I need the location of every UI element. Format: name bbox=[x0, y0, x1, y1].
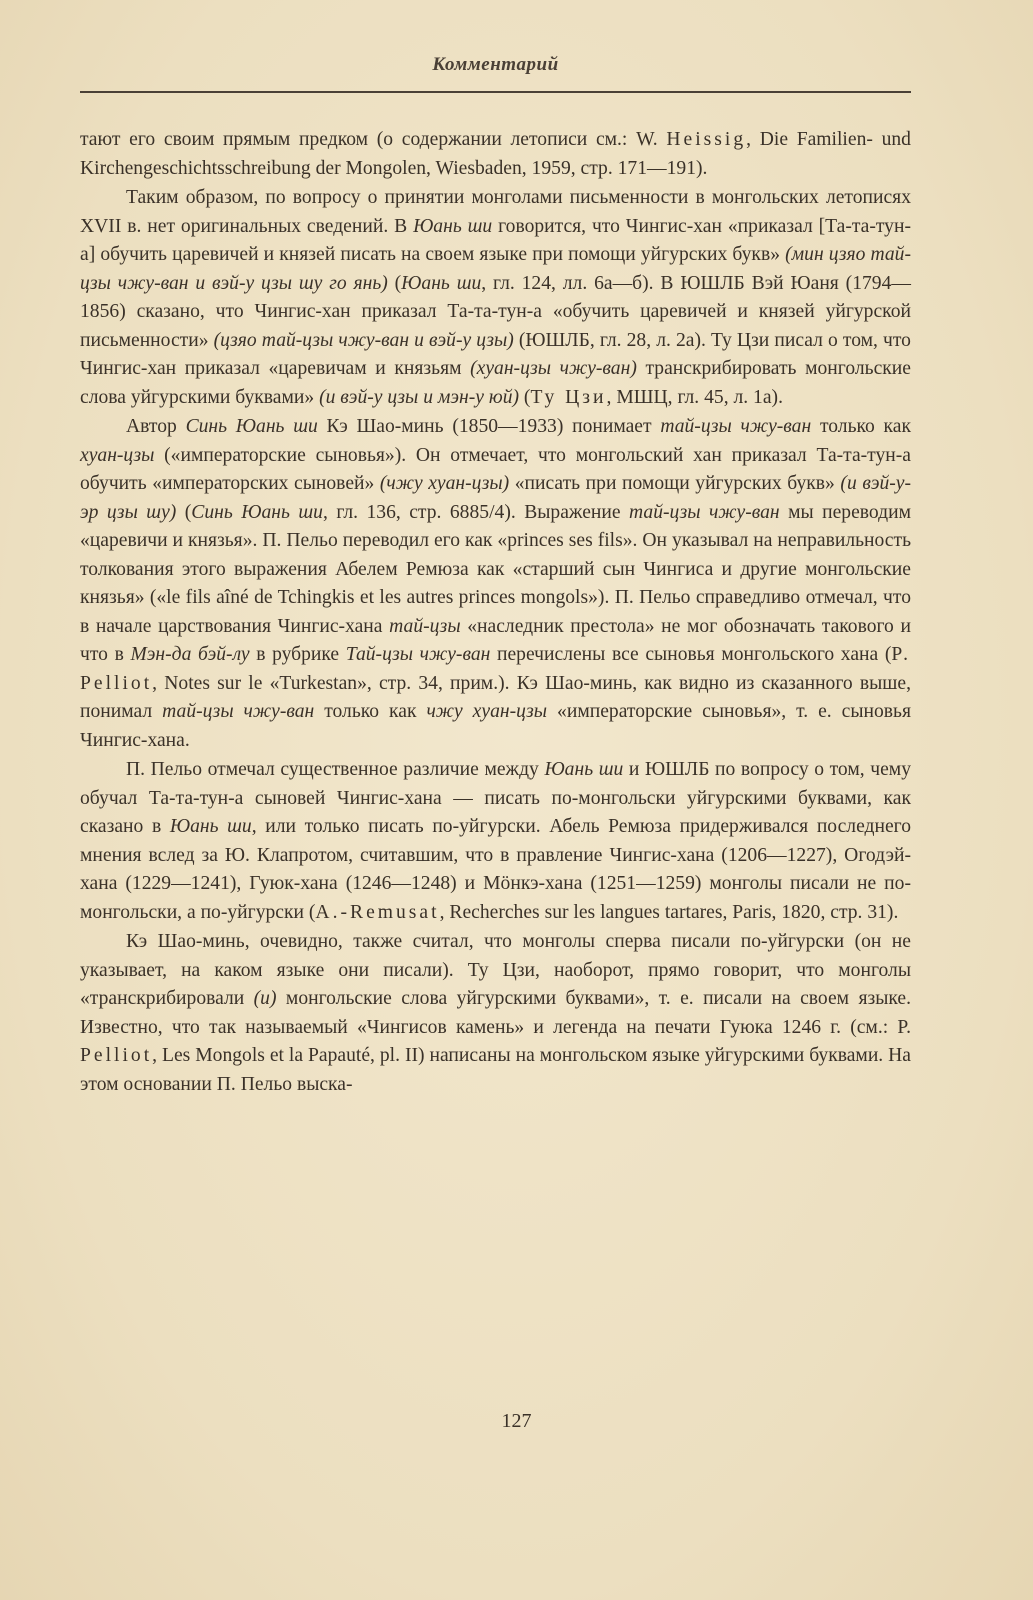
text-run: «наследник престола» не мог обозначать такового и что в bbox=[80, 615, 911, 665]
spaced-author-name: Heissig bbox=[666, 129, 747, 150]
text-run: тают его своим прямым предком (о содержании летописи см.: W. bbox=[80, 129, 667, 150]
italic-run: Синь Юань ши bbox=[191, 501, 323, 523]
text-run: перечислены все сыновья монгольского хана ( bbox=[490, 644, 892, 665]
paragraph bbox=[80, 184, 911, 412]
text-run: , гл. 124, лл. 6а—б). В ЮШЛБ Вэй Юаня (1794—1856) сказано, что Чингис-хан приказал Та-та-тун-а «обучить царевичей и князей уйгурской письменности» bbox=[80, 272, 911, 351]
text-run: П. Пельо отмечал существенное различие между bbox=[126, 759, 545, 780]
italic-run: (цзяо тай-цзы чжу-ван и вэй-у цзы) bbox=[213, 329, 514, 351]
text-run: Автор bbox=[126, 416, 186, 437]
italic-run: Тай-цзы чжу-ван bbox=[345, 644, 491, 665]
text-run: , Notes sur le «Turkestan», стр. 34, прим.). Кэ Шао-минь, как видно из сказанного выше, понимал bbox=[80, 672, 911, 722]
italic-run: тай-цзы bbox=[389, 615, 461, 637]
spaced-author-name: P. Pelliot bbox=[80, 644, 911, 694]
paragraph bbox=[80, 126, 911, 183]
italic-run: (хуан-цзы чжу-ван) bbox=[470, 358, 637, 379]
text-run: , МШЦ, гл. 45, л. 1а). bbox=[606, 386, 783, 408]
text-run: Кэ Шао-минь, очевидно, также считал, что монголы сперва писали по-уйгурски (он не указывает, на каком языке они писали). Ту Цзи, наоборот, прямо говорит, что монголы «транскрибировали bbox=[80, 931, 911, 1009]
italic-run: Синь Юань ши bbox=[185, 416, 318, 437]
spaced-author-name: Pelliot bbox=[80, 1045, 153, 1066]
text-run: «императорские сыновья», т. е. сыновья Чингис-хана. bbox=[80, 701, 911, 751]
italic-run: Юань ши bbox=[169, 816, 252, 837]
italic-run: (и) bbox=[253, 988, 277, 1009]
body-text bbox=[80, 126, 911, 1099]
running-header: Комментарий bbox=[432, 54, 559, 75]
text-run: мы переводим «царевичи и князья». П. Пельо переводил его как «princes ses fils». Он указывал на неправильность толкования этого выражения Абелем Ремюза как «старший сын Чингиса и другие монгольские князья» («le fils aîné de Tchingkis et les autres princes mongols»). П. Пельо справедливо отмечал, что в начале царствования Чингис-хана bbox=[80, 501, 911, 637]
text-run: Таким образом, по вопросу о принятии монголами письменности в монгольских летописях XVII в. нет оригинальных сведений. В bbox=[80, 187, 911, 237]
text-run: ( bbox=[176, 501, 192, 523]
text-run: транскрибировать монгольские слова уйгурскими буквами» bbox=[80, 358, 911, 408]
italic-run: Юань ши bbox=[413, 215, 493, 237]
text-run: , гл. 136, стр. 6885/4). Выражение bbox=[322, 501, 630, 523]
spaced-author-name: Ту Цзи bbox=[530, 386, 607, 408]
italic-run: Мэн-да бэй-лу bbox=[130, 644, 250, 665]
italic-run: хуан-цзы bbox=[80, 444, 155, 466]
text-run: Кэ Шао-минь (1850—1933) понимает bbox=[317, 416, 661, 437]
text-run: («императорские сыновья»). Он отмечает, что монгольский хан приказал Та-та-тун-а обучить «императорских сыновей» bbox=[80, 444, 911, 494]
text-run: (ЮШЛБ, гл. 28, л. 2а). Ту Цзи писал о том, что Чингис-хан приказал «царевичам и князьям bbox=[80, 329, 911, 379]
text-run: , или только писать по-уйгурски. Абель Ремюза придерживался последнего мнения вслед за Ю. Клапротом, считавшим, что в правление Чингис-хана (1206—1227), Огодэй-хана (1229—1241), Гуюк-хана (1246—1248) и Мöнкэ-хана (1251—1259) монголы писали не по-монгольски, а по-уйгурски ( bbox=[80, 816, 911, 923]
italic-run: тай-цзы чжу-ван bbox=[629, 501, 780, 523]
text-run: «писать при помощи уйгурских букв» bbox=[509, 473, 841, 494]
italic-run: (чжу хуан-цзы) bbox=[379, 473, 510, 494]
italic-run: тай-цзы чжу-ван bbox=[660, 416, 812, 437]
text-run: ( bbox=[387, 272, 402, 294]
italic-run: Юань ши bbox=[401, 272, 482, 294]
text-run: и ЮШЛБ по вопросу о том, чему обучал Та-та-тун-а сыновей Чингис-хана — писать по-монгольски уйгурскими буквами, как сказано в bbox=[80, 759, 911, 837]
italic-run: (мин цзяо тай-цзы чжу-ван и вэй-у цзы шу го янь) bbox=[80, 244, 912, 294]
text-run: монгольские слова уйгурскими буквами», т. е. писали на своем языке. Известно, что так называемый «Чингисов камень» и легенда на печати Гуюка 1246 г. (см.: P. bbox=[80, 988, 911, 1038]
text-run: только как bbox=[314, 701, 427, 722]
text-run: , Les Mongols et la Papauté, pl. II) написаны на монгольском языке уйгурскими буквами. На этом основании П. Пельо выска- bbox=[80, 1045, 911, 1095]
page-number: 127 bbox=[501, 1410, 532, 1432]
italic-run: тай-цзы чжу-ван bbox=[162, 701, 315, 722]
text-run: говорится, что Чингис-хан «приказал [Та-та-тун-а] обучить царевичей и князей писать на своем языке при помощи уйгурских букв» bbox=[80, 215, 911, 265]
italic-run: (и вэй-у-эр цзы шу) bbox=[80, 473, 912, 523]
paragraph bbox=[80, 413, 911, 755]
italic-run: (и вэй-у цзы и мэн-у юй) bbox=[319, 386, 520, 408]
spaced-author-name: A.-Remusat bbox=[315, 901, 440, 923]
text-run: в рубрике bbox=[249, 644, 346, 665]
italic-run: Юань ши bbox=[544, 759, 624, 780]
text-run: ( bbox=[519, 386, 531, 408]
text-run: , Die Familien- und Kirchengeschichtsschreibung der Mongolen, Wiesbaden, 1959, стр. 171—191). bbox=[80, 129, 911, 179]
paragraph bbox=[80, 928, 911, 1099]
paragraph bbox=[80, 756, 911, 927]
header-rule bbox=[80, 91, 911, 93]
italic-run: чжу хуан-цзы bbox=[426, 701, 548, 722]
text-run: , Recherches sur les langues tartares, Paris, 1820, стр. 31). bbox=[439, 901, 899, 923]
text-run: только как bbox=[811, 416, 912, 437]
